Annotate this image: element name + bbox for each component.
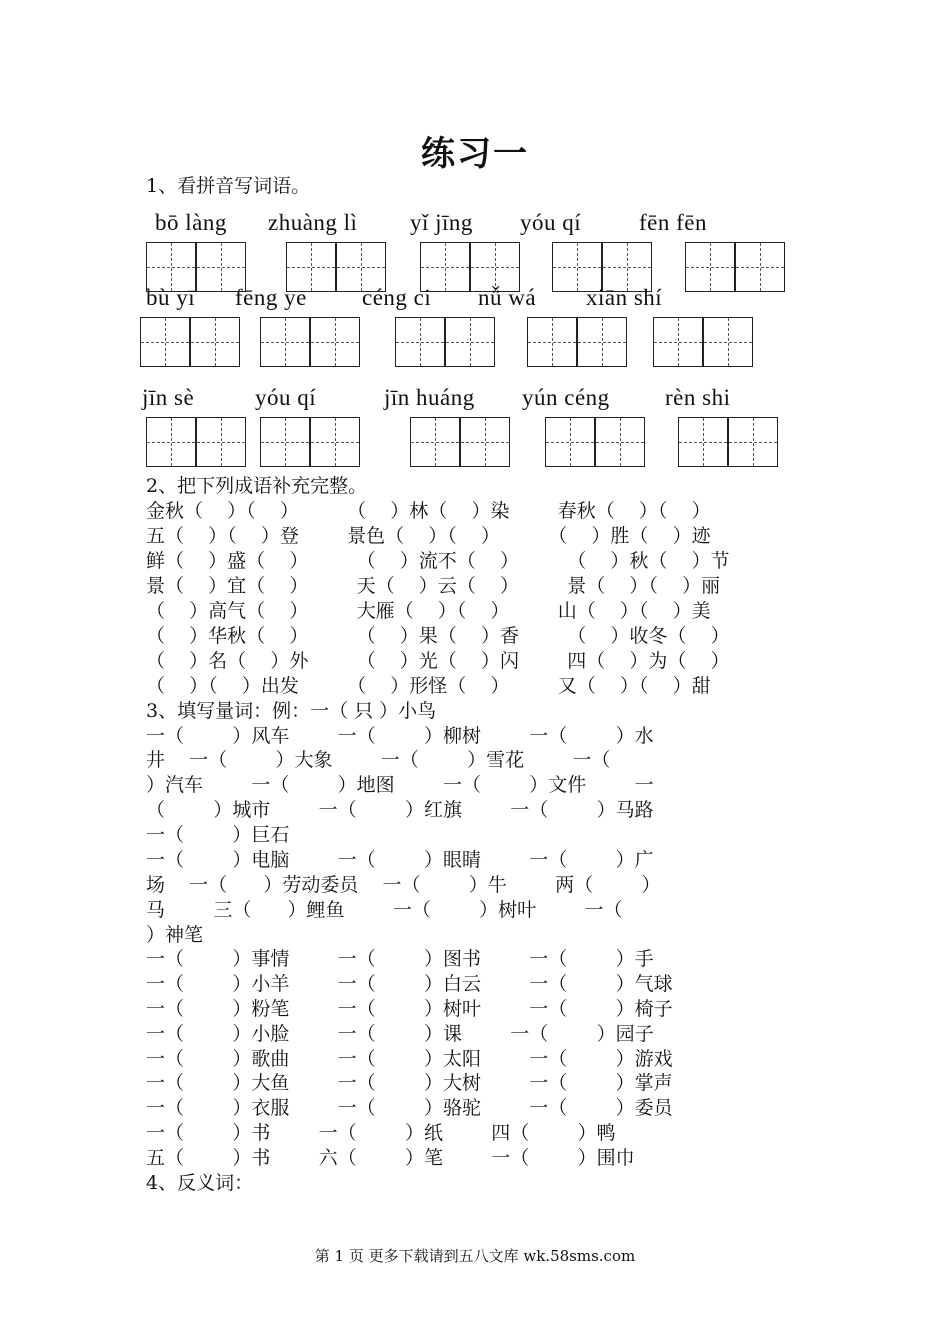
pinyin-word: jīn sè — [142, 385, 195, 410]
pinyin-word: yún céng — [522, 385, 610, 410]
measure-word-line: ）神笔 — [146, 924, 204, 946]
measure-word-line: 一（ ）事情 一（ ）图书 一（ ）手 — [146, 948, 654, 970]
page-title: 练习一 — [421, 134, 529, 174]
measure-word-line: 一（ ）巨石 — [146, 824, 290, 846]
idiom-line: 鲜（ ）盛（ ） （ ）流不（ ） （ ）秋（ ）节 — [146, 550, 730, 572]
measure-word-line: （ ）城市 一（ ）红旗 一（ ）马路 — [146, 799, 654, 821]
pinyin-word: xiān shí — [586, 285, 663, 310]
pinyin-word: zhuàng lì — [268, 210, 358, 235]
measure-word-line: 一（ ）小羊 一（ ）白云 一（ ）气球 — [146, 973, 673, 995]
section1-heading: 1、看拼音写词语。 — [146, 175, 311, 197]
page-footer: 第 1 页 更多下载请到五八文库 wk.58sms.com — [314, 1247, 636, 1265]
pinyin-word: fēn fēn — [639, 210, 707, 235]
measure-word-line: 一（ ）风车 一（ ）柳树 一（ ）水 — [146, 725, 654, 747]
pinyin-row-1 — [0, 209, 950, 239]
pinyin-word: jīn huáng — [384, 385, 475, 410]
measure-word-line: 一（ ）电脑 一（ ）眼睛 一（ ）广 — [146, 849, 654, 871]
pinyin-word: yóu qí — [520, 210, 582, 235]
idiom-line: （ ）华秋（ ） （ ）果（ ）香 （ ）收冬（ ） — [146, 625, 730, 647]
pinyin-word: fēng ye — [235, 285, 307, 310]
idiom-line: （ ）高气（ ） 大雁（ ）（ ） 山（ ）（ ）美 — [146, 600, 711, 622]
measure-word-line: 一（ ）衣服 一（ ）骆驼 一（ ）委员 — [146, 1097, 673, 1119]
pinyin-word: rèn shi — [665, 385, 731, 410]
measure-word-line: 一（ ）书 一（ ）纸 四（ ）鸭 — [146, 1122, 616, 1144]
section4-heading: 4、反义词： — [146, 1172, 254, 1194]
measure-word-line: 一（ ）歌曲 一（ ）太阳 一（ ）游戏 — [146, 1048, 673, 1070]
pinyin-word: céng ci — [362, 285, 432, 310]
section3-heading: 3、填写量词：例：一（ 只 ）小鸟 — [146, 700, 437, 722]
pinyin-word: bō làng — [155, 210, 227, 235]
idiom-line: 金秋（ ）（ ） （ ）林（ ）染 春秋（ ）（ ） — [146, 500, 711, 522]
idiom-line: （ ）（ ）出发 （ ）形怪（ ） 又（ ）（ ）甜 — [146, 675, 711, 697]
measure-word-line: 井 一（ ）大象 一（ ）雪花 一（ — [146, 749, 611, 771]
measure-word-line: ）汽车 一（ ）地图 一（ ）文件 一 — [146, 774, 654, 796]
measure-word-line: 一（ ）大鱼 一（ ）大树 一（ ）掌声 — [146, 1072, 673, 1094]
measure-word-line: 一（ ）小脸 一（ ）课 一（ ）园子 — [146, 1023, 654, 1045]
measure-word-line: 一（ ）粉笔 一（ ）树叶 一（ ）椅子 — [146, 998, 673, 1020]
pinyin-word: nǚ wá — [478, 285, 537, 310]
measure-word-line: 马 三（ ）鲤鱼 一（ ）树叶 一（ — [146, 899, 623, 921]
pinyin-word: yǐ jīng — [410, 210, 473, 235]
pinyin-row-2 — [0, 284, 950, 314]
pinyin-row-3 — [0, 384, 950, 414]
pinyin-word: bù yī — [146, 285, 196, 310]
idiom-line: 五（ ）（ ）登 景色（ ）（ ） （ ）胜（ ）迹 — [146, 525, 711, 547]
pinyin-word: yóu qí — [255, 385, 317, 410]
measure-word-line: 场 一（ ）劳动委员 一（ ）牛 两（ ） — [146, 874, 661, 896]
idiom-line: （ ）名（ ）外 （ ）光（ ）闪 四（ ）为（ ） — [146, 650, 730, 672]
measure-word-line: 五（ ）书 六（ ）笔 一（ ）围巾 — [146, 1147, 635, 1169]
idiom-line: 景（ ）宜（ ） 天（ ）云（ ） 景（ ）（ ）丽 — [146, 575, 721, 597]
section2-heading: 2、把下列成语补充完整。 — [146, 475, 368, 497]
